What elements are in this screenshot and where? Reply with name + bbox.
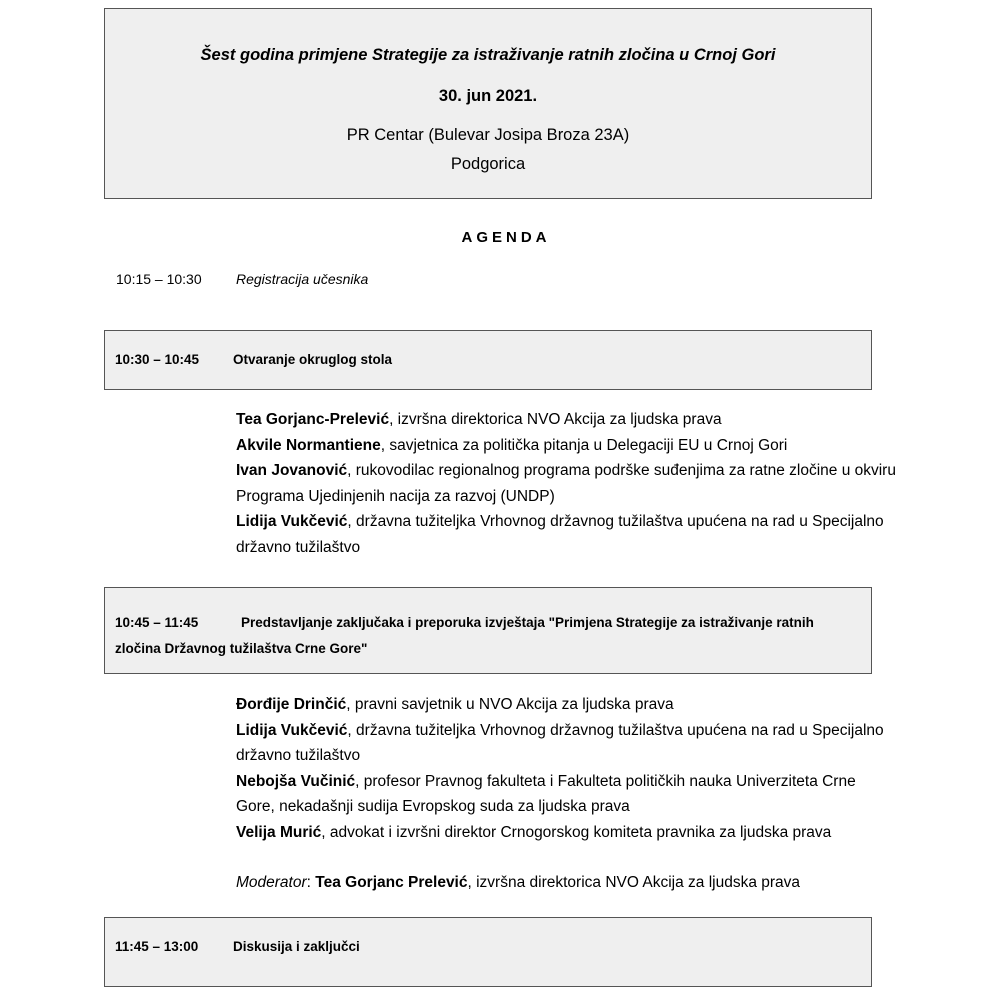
event-date: 30. jun 2021. [438, 87, 538, 105]
session-presentation-box [104, 587, 872, 674]
speaker-role: , savjetnica za politička pitanja u Delegaciji EU u Crnoj Gori [380, 436, 788, 454]
speaker-name: Lidija Vukčević [236, 721, 348, 739]
session-time: 10:30 – 10:45 [115, 352, 200, 367]
registration-time: 10:15 – 10:30 [116, 271, 202, 287]
session-opening-box [104, 330, 872, 390]
speaker-role: , izvršna direktorica NVO Akcija za ljudska prava [389, 411, 722, 428]
session-discussion-box [104, 917, 872, 987]
speaker-name: Lidija Vukčević [236, 513, 348, 531]
agenda-heading: AGENDA [461, 229, 551, 246]
speaker-item [236, 692, 896, 718]
event-venue: PR Centar (Bulevar Josipa Broza 23A) [346, 126, 630, 144]
speaker-name: Ivan Jovanović [236, 462, 348, 480]
speaker-role: , pravni savjetnik u NVO Akcija za ljudska prava [346, 696, 674, 713]
event-city: Podgorica [450, 155, 526, 173]
speaker-item [236, 820, 896, 846]
event-title: Šest godina primjene Strategije za istraživanje ratnih zločina u Crnoj Gori [200, 46, 776, 64]
session-time: 10:45 – 11:45 [115, 615, 199, 630]
moderator-label: Moderator [236, 874, 307, 891]
speaker-role: , državna tužiteljka Vrhovnog državnog tužilaštva upućena na rad u Specijalno državno tužilaštvo [236, 721, 884, 765]
speaker-item [236, 718, 896, 769]
registration-title: Registracija učesnika [236, 271, 369, 287]
moderator-role: , izvršna direktorica NVO Akcija za ljudska prava [467, 874, 801, 891]
speaker-item [236, 509, 896, 560]
speaker-item [236, 769, 896, 820]
session-time: 11:45 – 13:00 [115, 939, 199, 954]
moderator-line [236, 874, 800, 892]
speaker-role: , rukovodilac regionalnog programa podrške suđenjima za ratne zločine u okviru Programa Ujedinjenih nacija za razvoj (UNDP) [236, 462, 896, 505]
event-header-box [104, 8, 872, 199]
moderator-colon: : [306, 874, 316, 891]
speaker-role: , državna tužiteljka Vrhovnog državnog tužilaštva upućena na rad u Specijalno državno tužilaštvo [236, 513, 884, 556]
speaker-item [236, 433, 896, 459]
speaker-list-presentation [236, 692, 896, 846]
speaker-name: Đorđije Drinčić [236, 696, 347, 713]
moderator-name: Tea Gorjanc Prelević [315, 874, 468, 891]
speaker-list-opening [236, 407, 896, 561]
speaker-role: , advokat i izvršni direktor Crnogorskog komiteta pravnika za ljudska prava [321, 823, 832, 841]
speaker-name: Tea Gorjanc-Prelević [236, 411, 390, 428]
registration-row [116, 271, 368, 287]
session-title: Otvaranje okruglog stola [233, 352, 393, 367]
speaker-item [236, 458, 896, 509]
session-title: Predstavljanje zaključaka i preporuka izvještaja "Primjena Strategije za istraživanje ratnih zločina Državnog tužilaštva Crne Gore" [115, 615, 814, 656]
speaker-name: Nebojša Vučinić [236, 772, 356, 790]
speaker-item [236, 407, 896, 433]
speaker-role: , profesor Pravnog fakulteta i Fakulteta političkih nauka Univerziteta Crne Gore, nekadašnji sudija Evropskog suda za ljudska prava [236, 772, 856, 816]
session-title: Diskusija i zaključci [233, 939, 360, 954]
speaker-name: Akvile Normantiene [236, 436, 381, 454]
speaker-name: Velija Murić [236, 823, 322, 841]
